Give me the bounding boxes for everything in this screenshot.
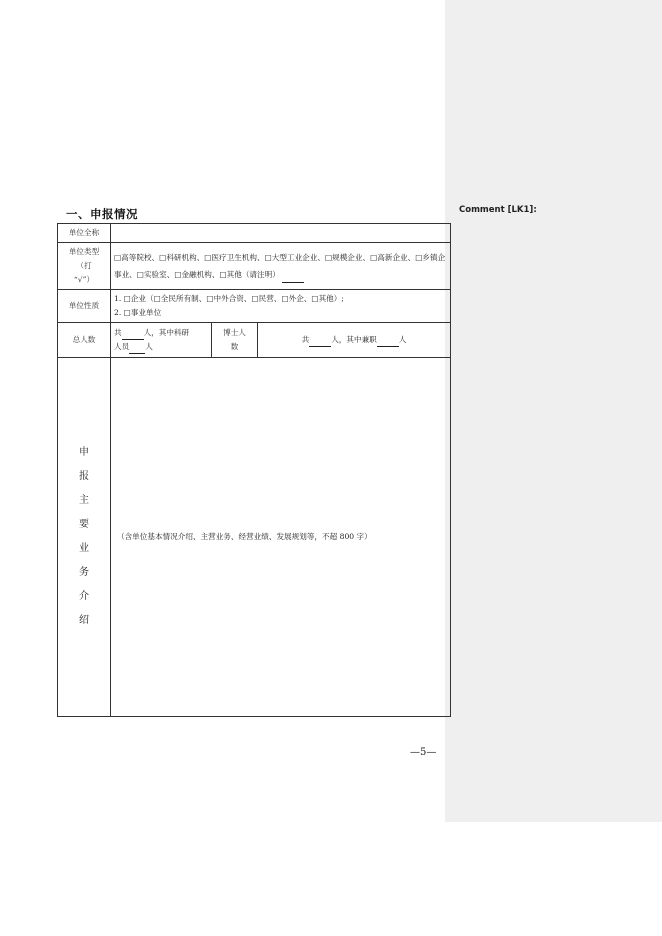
staff-text-1: 共 (114, 328, 122, 337)
phd-total-blank[interactable] (309, 336, 331, 347)
unit-type-options-text: □高等院校、□科研机构、□医疗卫生机构、□大型工业企业、□规模企业、□高新企业、□乡镇企事业、□实验室、□金融机构、□其他（请注明） (114, 253, 446, 279)
staff-total-cell[interactable] (111, 323, 212, 358)
unit-type-options[interactable] (111, 243, 451, 290)
business-label-char: 主 (79, 495, 89, 506)
business-label-char: 业 (79, 543, 89, 554)
phd-text-1: 共 (301, 335, 310, 344)
row-unit-nature (58, 290, 451, 323)
other-specify-blank[interactable] (282, 272, 304, 283)
unit-nature-line1: 1. □企业（□全民所有制、□中外合资、□民营、□外企、□其他）; (114, 294, 344, 303)
application-form-table (57, 223, 451, 717)
unit-name-label: 单位全称 (58, 224, 111, 243)
page-number: —5— (410, 747, 437, 758)
business-label-char: 要 (79, 519, 89, 530)
business-hint: （含单位基本情况介绍、主营业务、经营业绩、发展规划等，不超 800 字） (117, 532, 372, 541)
staff-total-label: 总人数 (58, 323, 111, 358)
unit-name-field[interactable] (111, 224, 451, 243)
row-unit-name (58, 224, 451, 243)
phd-text-3: 人 (398, 335, 407, 344)
business-label-char: 介 (79, 591, 89, 602)
unit-type-label-line2: （打 (76, 261, 92, 270)
comment-label: Comment [LK1]: (459, 205, 537, 215)
unit-type-label-line3: “√”） (73, 275, 95, 284)
staff-text-3: 人员 (114, 342, 130, 351)
staff-research-blank[interactable] (129, 343, 145, 354)
phd-label-line1: 博士人 (223, 328, 246, 337)
staff-text-4: 人 (145, 342, 153, 351)
phd-text-2: 人，其中兼职 (331, 335, 377, 344)
row-business (58, 358, 451, 717)
row-staff (58, 323, 451, 358)
unit-type-label (58, 243, 111, 290)
business-label-char: 报 (79, 471, 89, 482)
section-title: 一、申报情况 (66, 207, 138, 221)
business-intro-label (58, 358, 111, 717)
staff-text-2: 人，其中科研 (143, 328, 190, 337)
phd-count-cell[interactable] (258, 323, 451, 358)
phd-parttime-blank[interactable] (377, 336, 399, 347)
phd-label-line2: 数 (230, 342, 239, 351)
unit-nature-label: 单位性质 (58, 290, 111, 323)
business-label-char: 务 (79, 567, 89, 578)
unit-type-label-line1: 单位类型 (68, 247, 100, 256)
comment-pane (445, 0, 662, 822)
unit-nature-options[interactable] (111, 290, 451, 323)
business-label-char: 申 (79, 447, 89, 458)
staff-total-blank[interactable] (122, 329, 144, 340)
row-unit-type (58, 243, 451, 290)
business-label-char: 绍 (79, 615, 89, 626)
phd-count-label (212, 323, 258, 358)
business-intro-field[interactable] (111, 358, 451, 717)
unit-nature-line2: 2. □事业单位 (114, 308, 162, 317)
